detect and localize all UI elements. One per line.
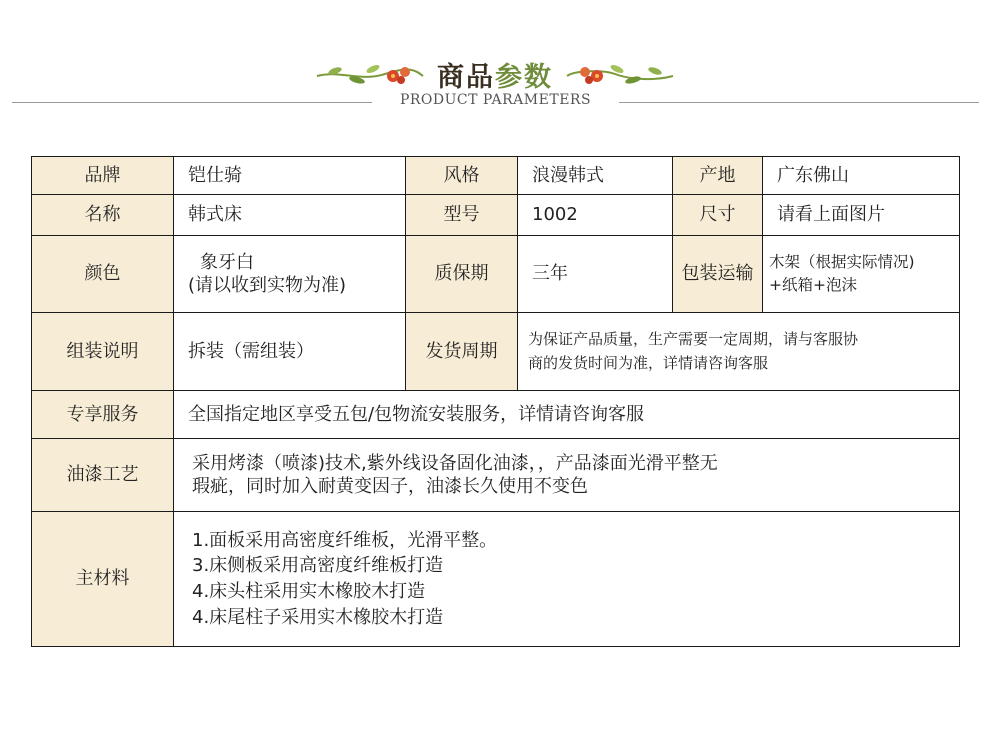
paint-label: 油漆工艺 <box>32 439 174 512</box>
delivery-value-line: 商的发货时间为准，详情请咨询客服 <box>528 353 769 372</box>
paint-value-line: 瑕疵，同时加入耐黄变因子，油漆长久使用不变色 <box>192 476 588 497</box>
paint-value-line: 采用烤漆（喷漆)技术,紫外线设备固化油漆，，产品漆面光滑平整无 <box>192 452 718 474</box>
size-label: 尺寸 <box>673 195 763 236</box>
style-label: 风格 <box>406 157 518 195</box>
origin-label: 产地 <box>673 157 763 195</box>
title-main: 商品 <box>437 61 495 93</box>
material-line: 4.床头柱采用实木橡胶木打造 <box>192 581 426 602</box>
parameters-table <box>31 156 960 647</box>
left-vine-ornament-icon <box>315 58 425 90</box>
brand-label: 品牌 <box>32 157 174 195</box>
model-label: 型号 <box>406 195 518 236</box>
color-label: 颜色 <box>32 236 174 313</box>
table-row <box>32 391 960 439</box>
model-value: 1002 <box>518 195 673 236</box>
page-subtitle: PRODUCT PARAMETERS <box>399 92 592 108</box>
service-label: 专享服务 <box>32 391 174 439</box>
right-divider <box>619 102 979 103</box>
table-row <box>32 512 960 647</box>
warranty-label: 质保期 <box>406 236 518 313</box>
delivery-label: 发货周期 <box>406 313 518 391</box>
packing-label: 包装运输 <box>673 236 763 313</box>
packing-value <box>763 236 960 313</box>
name-value: 韩式床 <box>174 195 406 236</box>
origin-value: 广东佛山 <box>763 157 960 195</box>
delivery-value-line: 为保证产品质量，生产需要一定周期，请与客服协 <box>528 330 859 349</box>
left-divider <box>12 102 372 103</box>
material-line: 1.面板采用高密度纤维板，光滑平整。 <box>192 529 498 551</box>
warranty-value: 三年 <box>518 236 673 313</box>
table-row <box>32 195 960 236</box>
section-header <box>0 50 990 120</box>
color-value-line: 象牙白 <box>200 251 254 273</box>
paint-value <box>174 439 960 512</box>
color-value <box>174 236 406 313</box>
table-row <box>32 439 960 512</box>
title-row <box>0 54 990 94</box>
style-value: 浪漫韩式 <box>518 157 673 195</box>
title-accent: 参数 <box>495 61 553 93</box>
color-value-note: (请以收到实物为准) <box>188 275 347 296</box>
material-label: 主材料 <box>32 512 174 647</box>
table-row <box>32 236 960 313</box>
page-title <box>437 55 553 94</box>
name-label: 名称 <box>32 195 174 236</box>
packing-value-line: 木架（根据实际情况) <box>769 252 915 271</box>
service-value: 全国指定地区享受五包/包物流安装服务，详情请咨询客服 <box>174 391 960 439</box>
material-value <box>174 512 960 647</box>
assembly-value: 拆装（需组装） <box>174 313 406 391</box>
delivery-value <box>518 313 960 391</box>
right-vine-ornament-icon <box>565 58 675 90</box>
assembly-label: 组装说明 <box>32 313 174 391</box>
table-row <box>32 313 960 391</box>
material-line: 4.床尾柱子采用实木橡胶木打造 <box>192 606 444 628</box>
brand-value: 铠仕骑 <box>174 157 406 195</box>
table-row <box>32 157 960 195</box>
size-value: 请看上面图片 <box>763 195 960 236</box>
packing-value-line: +纸箱+泡沫 <box>769 276 857 294</box>
material-line: 3.床侧板采用高密度纤维板打造 <box>192 555 444 577</box>
